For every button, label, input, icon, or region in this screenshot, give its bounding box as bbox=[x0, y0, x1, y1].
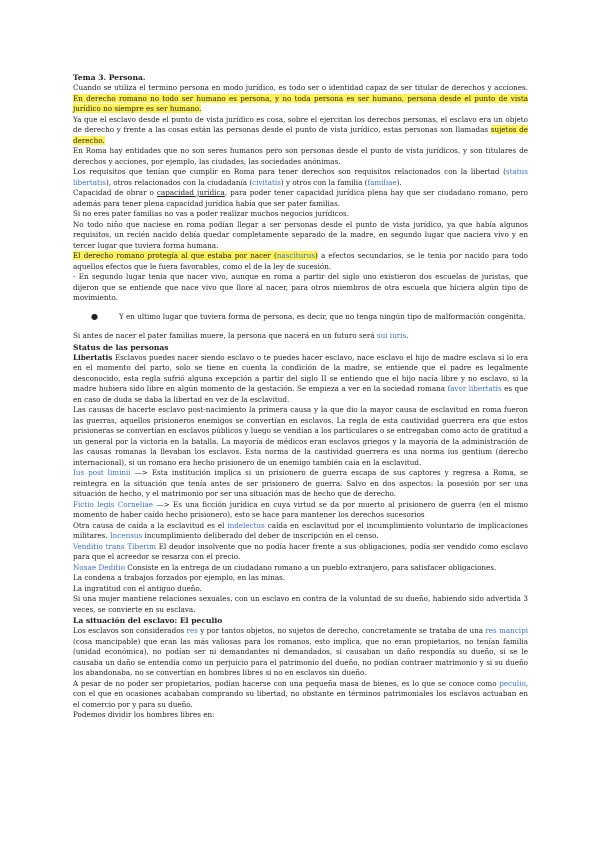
section-heading-status: Status de las personas bbox=[73, 342, 169, 352]
paragraph-fictio-legis bbox=[73, 500, 528, 521]
latin-term: res mancipi bbox=[485, 626, 528, 635]
latin-term: peculio bbox=[499, 678, 526, 688]
latin-term: sui iuris bbox=[376, 331, 407, 340]
text: , para poder tener capacidad jurídica plena hay que ser ciudadano romano, pero además para tener plena capacidad jurídica había que ser pater familias. bbox=[73, 188, 528, 208]
highlighted-text: sujetos de derecho. bbox=[73, 125, 529, 145]
latin-term: Noxae Deditio bbox=[73, 562, 125, 572]
document-body bbox=[73, 72, 528, 721]
paragraph-entidades: En Roma hay entidades que no son seres humanos pero son personas desde el punto de vista jurídicos, y son titulares de derechos y acciones, por ejemplo, las ciudades, las sociedades anónimas. bbox=[73, 146, 528, 166]
text: Los esclavos son considerados bbox=[73, 626, 187, 635]
latin-term: status libertatis bbox=[73, 167, 528, 187]
text: a efectos secundarios, se le tenia por nacido para todo aquellos efectos que le fuera favorables, como el de la ley de sucesión. bbox=[73, 251, 528, 271]
paragraph-nacer-vivo: - En segundo lugar tenia que nacer vivo, aunque en roma a partir del siglo uno existieron dos escuelas de juristas, que dijeron que se entiende que nace vivo que llore al nacer, para otros miembros de otra escuela que hiciera algún tipo de movimiento. bbox=[73, 272, 528, 302]
text: Cuando se utiliza el termino persona en modo jurídico, es todo ser o identidad capaz de ser titular de derechos y acciones. bbox=[73, 83, 528, 92]
text: caída en esclavitud por el incumplimiento voluntario de implicaciones militares. bbox=[73, 520, 528, 540]
text: Esclavos puedes nacer siendo esclavo o te puedes hacer esclavo, nace esclavo el hijo de madre esclava si lo era en el momento del parto, solo se tiene en cuenta la condición de la madre, se entiende que el padre es legalmente desconocido, esta regla sufrió alguna excepción a partir del siglo II se entiendo que el hijo nacía libre y no esclavo, si la madre hubiera sido libre en algún momento de la gestación. Se empieza a ver en la sociedad romana bbox=[73, 352, 528, 393]
paragraph-hombres-libres: Podemos dividir los hombres libres en: bbox=[73, 710, 215, 719]
underlined-text: capacidad jurídica bbox=[156, 188, 225, 197]
paragraph-requisitos bbox=[73, 167, 528, 188]
latin-term: indelectus bbox=[227, 520, 265, 530]
text: incumplimiento deliberado del deber de inscripción en el censo. bbox=[142, 531, 379, 540]
highlighted-text: El derecho romano protegía al que estaba por nacer ( bbox=[73, 251, 277, 260]
paragraph-res-mancipi bbox=[73, 626, 528, 679]
section-heading-peculio: La situación del esclavo: El peculio bbox=[73, 616, 223, 625]
latin-term: Fictio legis Corneliae bbox=[73, 499, 154, 509]
latin-term: civitatis bbox=[252, 177, 281, 187]
text: Ya que el esclavo desde el punto de vista jurídico es cosa, sobre el ejercitan los derechos personas, el esclavo era un objeto de derecho y frente a las cosas están las personas desde el punto de vista jurídico, estas personas son llamadas bbox=[73, 114, 528, 134]
paragraph-indelectus bbox=[73, 521, 528, 542]
bullet-item bbox=[91, 312, 528, 323]
latin-term: nasciturus bbox=[276, 251, 316, 260]
latin-term: familiae bbox=[367, 177, 397, 187]
highlighted-text: ) bbox=[315, 251, 318, 260]
paragraph-condena: La condena a trabajos forzados por ejemplo, en las minas. bbox=[73, 573, 286, 582]
text: Capacidad de obrar o bbox=[73, 188, 157, 197]
text: ) y otros con la familia ( bbox=[280, 177, 368, 187]
latin-term: res bbox=[186, 626, 198, 635]
bold-term: Libertatis bbox=[73, 352, 113, 362]
paragraph-pater-familias: Si no eres pater familias no vas a poder realizar muchos negocios jurídicos. bbox=[73, 209, 349, 218]
text: El deudor insolvente que no podía hacer frente a sus obligaciones, podía ser vendido como esclavo para que el acreedor se resarza con el precio. bbox=[73, 541, 528, 561]
paragraph-ius-post-liminii bbox=[73, 468, 528, 500]
text: Consiste en la entrega de un ciudadano romano a un pueblo extranjero, para satisfacer obligaciones. bbox=[124, 562, 497, 572]
text: ). bbox=[396, 177, 402, 187]
paragraph-nacimiento-requisitos: No todo niño que naciese en roma podían llegar a ser personas desde el punto de vista jurídico, ya que había algunos requisitos, un recién nacido debía quedar completamente separado de la madre, en segundo lugar que naciera vivo y en tercer lugar que tuviera forma humana. bbox=[73, 219, 528, 250]
latin-term: Incensus bbox=[109, 531, 143, 540]
text: Los requisitos que tenían que cumplir en Roma para tener derechos son requisitos relacionados con la libertad ( bbox=[73, 167, 506, 176]
text: —> Esta institución implica si un prisionero de guerra escapa de sus captores y regresa a Roma, se reintegra en la situación que tenía antes de ser prisionero de guerra. Salvo en dos aspectos: la posesión por ser una situación de hecho, y el matrimonio por ser una situación mas de hecho que de derecho. bbox=[73, 468, 529, 498]
paragraph-mujer: Si una mujer mantiene relaciones sexuales, con un esclavo en contra de la voluntad de su dueño, habiendo sido advertida 3 veces, se convierte en su esclava. bbox=[73, 594, 528, 614]
paragraph-nasciturus bbox=[73, 251, 528, 272]
paragraph-causas-guerras: Las causas de hacerte esclavo post-nacimiento la primera causa y la que dio la mayor causa de esclavitud en roma fueron las guerras, aquellos prisioneros enemigos se convertían en esclavos. La regla de esta cautividad guerrera era que estos prisioneras se convertían en esclavos públicos y luego se vendían a los particulares o se entregaban como acto de gratitud a un general por la victoria en la batalla. La mayoría de médicos eran esclavos griegos y la mayoría de la administración de las causas romanas la llevaban los esclavos. Esta norma de la cautividad guerrera es una norma ius gentium (derecho internacional), si un romano era hecho prisionero de un enemigo también caía en la esclavitud. bbox=[73, 405, 528, 467]
text: A pesar de no poder ser propietarios, podían hacerse con una pequeña masa de bienes, es lo que se conoce como bbox=[73, 678, 500, 688]
text: Otra causa de caída a la esclavitud es el bbox=[73, 520, 228, 530]
paragraph-esclavo-cosa bbox=[73, 115, 528, 147]
paragraph-ingratitud: La ingratitud con el antiguo dueño. bbox=[73, 583, 202, 593]
text: ), otros relacionados con la ciudadanía ( bbox=[105, 177, 253, 187]
text: . bbox=[406, 331, 409, 340]
text: —> Es una ficción jurídica en cuya virtud se da por muerto al prisionero de guerra (en el mismo momento de haber caído hecho prisionero), esto se hace para mantener los derechos sucesorios bbox=[73, 499, 528, 519]
text: (cosa mancipable) que eran las más valiosas para los romanos, esto implica, que no eran propietarios, no tenían familia (unidad económica), no podían ser ni demandantes ni demandados, si causaban un daño respondía su dueño, si se le causaba un daño se entendía como un perjuicio para el patrimonio del dueño, no podían contraer matrimonio y si su dueño los abandonaba, no se convertían en hombres libres si no en esclavos sin dueño. bbox=[73, 636, 528, 677]
paragraph-persona-definition bbox=[73, 83, 528, 115]
paragraph-libertatis bbox=[73, 353, 528, 406]
text: y por tantos objetos, no sujetos de derecho, concretamente se trataba de una bbox=[197, 626, 486, 635]
paragraph-sui-iuris bbox=[73, 331, 528, 342]
page-title: Tema 3. Persona. bbox=[73, 73, 146, 82]
bullet-text: Y en ultimo lugar que tuviera forma de persona, es decir, que no tenga ningún tipo de malformación congénita. bbox=[119, 311, 526, 321]
paragraph-capacidad bbox=[73, 188, 528, 209]
bullet-dot-icon: ● bbox=[91, 311, 98, 321]
text: Si antes de nacer el pater familias muere, la persona que nacerá en un futuro será bbox=[73, 331, 377, 340]
latin-term: favor libertatis bbox=[447, 384, 502, 393]
latin-term: Venditio trans Tiberim bbox=[73, 541, 156, 551]
paragraph-noxae-deditio bbox=[73, 563, 528, 574]
text: es que en caso de duda se daba la libertad en vez de la esclavitud. bbox=[73, 384, 528, 404]
latin-term: Ius post liminii bbox=[73, 468, 131, 477]
paragraph-peculio bbox=[73, 679, 528, 711]
highlighted-text: En derecho romano no todo ser humano es persona, y no toda persona es ser humano, persona desde el punto de vista jurídico no siempre es ser humano. bbox=[73, 93, 528, 113]
text: , con el que en ocasiones acababan comprando su libertad, no obstante en términos patrimoniales los esclavos actuaban en el comercio por y para su dueño. bbox=[73, 678, 528, 709]
paragraph-venditio bbox=[73, 542, 528, 563]
